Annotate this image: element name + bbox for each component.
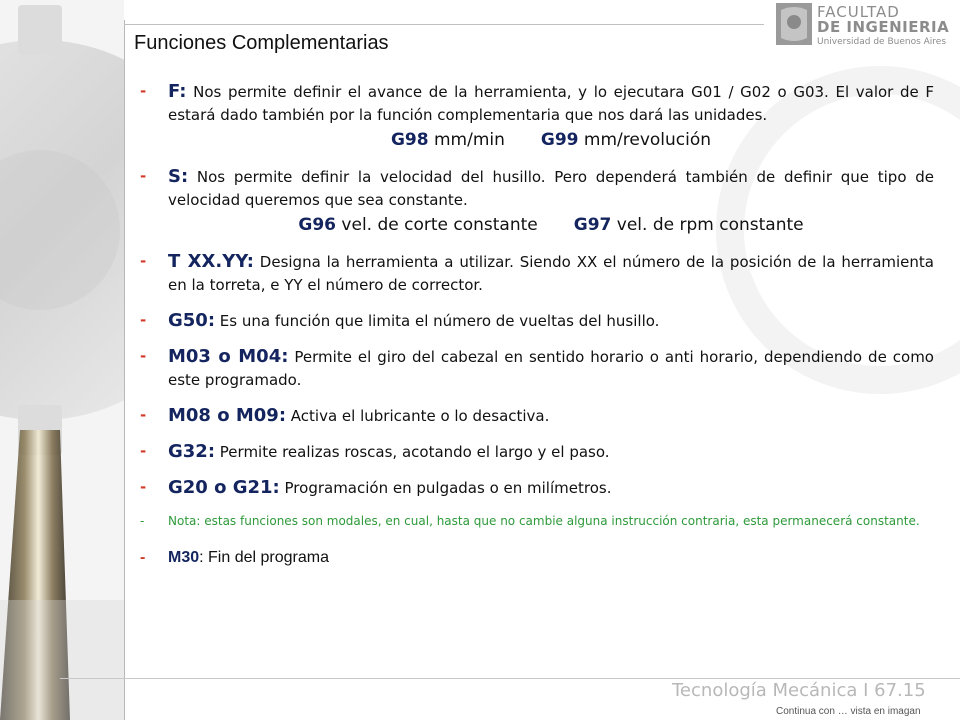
bullet-dash: - [140,478,147,496]
list-item-s [140,165,934,238]
bullet-dash: - [140,406,147,424]
sub-text: mm/revolución [578,130,712,150]
bullet-dash: - [140,82,147,100]
list-item-m03 [140,345,934,392]
logo-line-1: FACULTAD [817,3,900,21]
item-text: Nos permite definir la velocidad del husillo. Pero dependerá también de definir que tipo de velocidad queremos que sea constante. [168,168,934,209]
item-key: M30 [168,549,200,566]
slide-title: Funciones Complementarias [134,32,389,54]
bullet-dash: - [140,514,145,528]
note-text: Nota: estas funciones son modales, en cual, hasta que no cambie alguna instrucción contraria, esta permanecerá constante. [168,514,920,528]
sub-text: mm/min [428,130,505,150]
function-list [140,80,934,581]
list-item-g50 [140,309,934,333]
item-key: M08 o M09: [168,405,287,426]
units-line [168,127,934,153]
item-key: S: [168,166,189,187]
vertical-divider [124,20,125,720]
item-text: Permite el giro del cabezal en sentido horario o anti horario, dependiendo de como este programado. [168,348,934,389]
sub-text: vel. de corte constante [336,215,538,235]
list-item-m08 [140,404,934,428]
item-text: Activa el lubricante o lo desactiva. [286,407,550,425]
bullet-dash: - [140,442,147,460]
continuation-note: Continua con … vista en imagan [776,706,921,717]
course-name: Tecnología Mecánica I 67.15 [672,680,926,701]
sub-text: vel. de rpm constante [611,215,804,235]
sub-key: G99 [540,130,579,150]
list-item-t [140,250,934,297]
university-crest-icon [775,2,813,46]
item-text: Permite realizas roscas, acotando el largo y el paso. [215,443,610,461]
sub-key: G96 [298,215,337,235]
item-key: G50: [168,310,216,331]
bullet-dash: - [140,311,147,329]
logo-line-3: Universidad de Buenos Aires [817,37,947,47]
logo-line-2: DE INGENIERIA [817,18,950,36]
speed-line [168,212,934,238]
item-key: M03 o M04: [168,346,289,367]
sub-key: G98 [390,130,429,150]
item-key: G32: [168,441,216,462]
item-text: Designa la herramienta a utilizar. Siendo XX el número de la posición de la herramienta en la torreta, e YY el número de corrector. [168,253,934,294]
list-item-g32 [140,440,934,464]
item-text: : Fin del programa [199,549,329,566]
item-key: T XX.YY: [168,251,254,272]
bullet-dash: - [140,252,147,270]
list-item-g20 [140,476,934,500]
item-text: Programación en pulgadas o en milímetros. [279,479,612,497]
item-key: F: [168,81,187,102]
list-item-f [140,80,934,153]
bullet-dash: - [140,167,147,185]
faculty-logo [775,2,960,52]
top-divider [124,24,764,25]
bullet-dash: - [140,549,146,566]
sub-key: G97 [573,215,612,235]
bottom-divider [60,678,960,679]
item-text: Nos permite definir el avance de la herramienta, y lo ejecutara G01 / G02 o G03. El valor de F estará dado también por la función complementaria que nos dará las unidades. [168,83,934,124]
list-item-m30 [140,546,934,569]
item-key: G20 o G21: [168,477,280,498]
list-item-note [140,512,934,530]
bullet-dash: - [140,347,147,365]
item-text: Es una función que limita el número de vueltas del husillo. [215,312,660,330]
